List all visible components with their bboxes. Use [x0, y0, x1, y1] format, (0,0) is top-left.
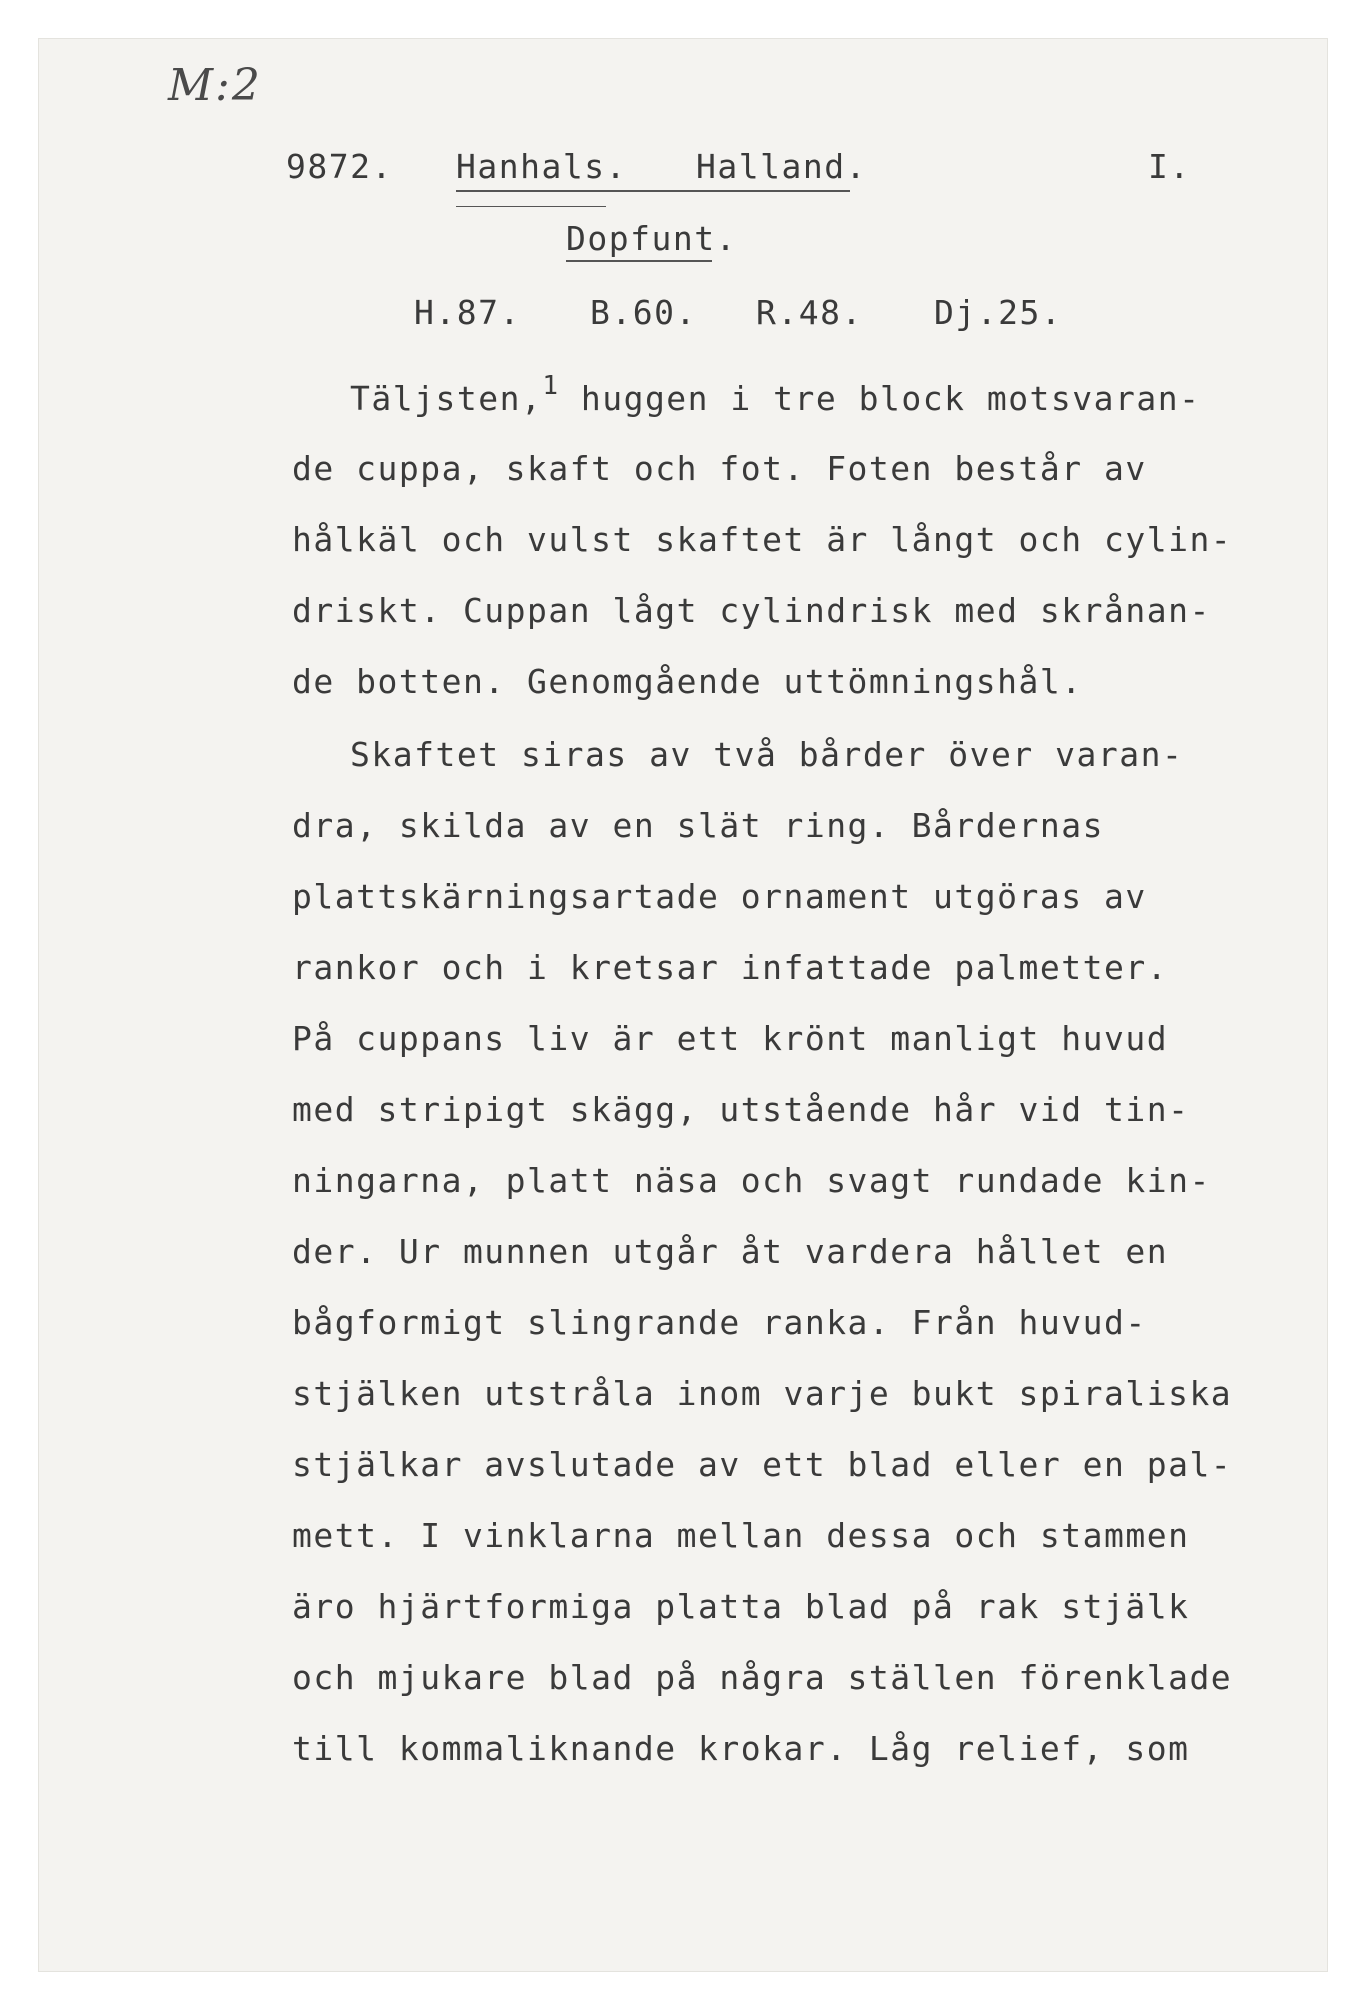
- text-line: rankor och i kretsar infattade palmetter.: [292, 948, 1169, 987]
- text-line: de cuppa, skaft och fot. Foten består av: [292, 449, 1147, 488]
- place-name: Hanhals.: [456, 147, 627, 186]
- catalog-number: 9872.: [286, 147, 393, 186]
- measurement-width: B.60.: [590, 293, 697, 332]
- measurement-depth: Dj.25.: [934, 293, 1063, 332]
- text-line: der. Ur munnen utgår åt vardera hållet en: [292, 1232, 1169, 1271]
- province-name: Halland.: [696, 147, 867, 186]
- text-line: till kommaliknande krokar. Låg relief, som: [292, 1729, 1190, 1768]
- first-word: Täljsten,: [350, 379, 543, 418]
- first-line-rest: huggen i tre block motsvaran-: [559, 379, 1201, 418]
- measurement-radius: R.48.: [756, 293, 863, 332]
- text-line: med stripigt skägg, utstående hår vid tin-: [292, 1090, 1190, 1129]
- text-line: bågformigt slingrande ranka. Från huvud-: [292, 1303, 1147, 1342]
- paragraph2-first-line: Skaftet siras av två bårder över varan-: [350, 735, 1184, 774]
- text-line: äro hjärtformiga platta blad på rak stjälk: [292, 1587, 1190, 1626]
- object-title: Dopfunt.: [566, 219, 737, 258]
- text-line: plattskärningsartade ornament utgöras av: [292, 877, 1147, 916]
- text-line: och mjukare blad på några ställen förenklade: [292, 1658, 1233, 1697]
- header-underline: [456, 190, 850, 192]
- text-line: På cuppans liv är ett krönt manligt huvud: [292, 1019, 1169, 1058]
- paragraph1-first-line: [350, 371, 1201, 418]
- measurement-height: H.87.: [414, 293, 521, 332]
- text-line: hålkäl och vulst skaftet är långt och cylin-: [292, 520, 1233, 559]
- text-line: mett. I vinklarna mellan dessa och stammen: [292, 1516, 1190, 1555]
- volume-number: I.: [1148, 147, 1191, 186]
- text-line: driskt. Cuppan lågt cylindrisk med skrånan-: [292, 591, 1211, 630]
- text-line: stjälkar avslutade av ett blad eller en pal-: [292, 1445, 1233, 1484]
- text-line: dra, skilda av en slät ring. Bårdernas: [292, 806, 1104, 845]
- text-line: stjälken utstråla inom varje bukt spiraliska: [292, 1374, 1233, 1413]
- text-line: de botten. Genomgående uttömningshål.: [292, 662, 1083, 701]
- text-line: ningarna, platt näsa och svagt rundade kin-: [292, 1161, 1211, 1200]
- footnote-marker: 1: [542, 371, 560, 401]
- title-underline: [566, 260, 712, 262]
- place-underline: [456, 206, 606, 207]
- handwritten-mark: M:2: [168, 60, 262, 111]
